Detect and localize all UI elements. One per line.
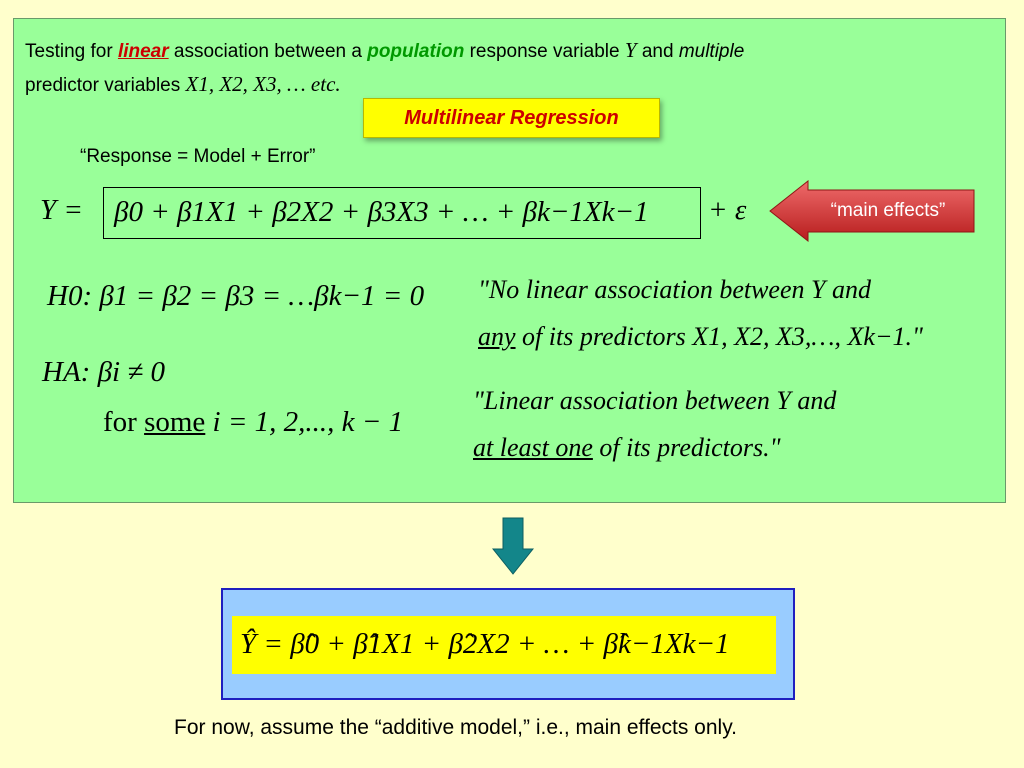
model-error-term: + ε <box>708 194 747 226</box>
intro-part5: predictor variables <box>25 75 186 96</box>
population-keyword: population <box>367 41 465 62</box>
null-hypothesis: H0: β1 = β2 = β3 = …βk−1 = 0 <box>47 280 425 312</box>
response-var: Y <box>624 38 637 62</box>
multilinear-regression-badge: Multilinear Regression <box>363 98 660 138</box>
intro-part4: and <box>636 41 679 62</box>
alt-hypothesis-quote-line1: "Linear association between Y and <box>473 386 837 415</box>
at-least-one-keyword: at least one <box>473 433 593 462</box>
model-lhs: Y = <box>40 194 83 226</box>
null-hypothesis-quote-line2 <box>478 322 923 352</box>
intro-part2: association between a <box>168 41 368 62</box>
any-keyword: any <box>478 322 516 351</box>
fitted-model-equation: Ŷ = β̂0 + β̂1X1 + β̂2X2 + … + β̂k−1Xk−1 <box>232 616 776 674</box>
alt-hypothesis-quote-line2 <box>473 433 781 463</box>
additive-model-note: For now, assume the “additive model,” i.e., main effects only. <box>174 716 737 739</box>
alternative-hypothesis: HA: βi ≠ 0 <box>42 356 165 388</box>
predictor-list: X1, X2, X3, … etc. <box>185 72 341 96</box>
main-effects-callout <box>768 180 976 242</box>
multiple-keyword: multiple <box>678 41 745 62</box>
index-range: i = 1, 2,..., k − 1 <box>212 406 404 438</box>
main-effects-label: “main effects” <box>830 200 946 221</box>
response-model-error: “Response = Model + Error” <box>80 146 316 167</box>
some-keyword: some <box>144 406 206 438</box>
alt-quote-rest: of its predictors." <box>592 433 781 462</box>
down-arrow-icon <box>492 517 534 575</box>
model-box: β0 + β1X1 + β2X2 + β3X3 + … + βk−1Xk−1 <box>103 187 701 239</box>
for-some-range <box>103 406 403 439</box>
for-word: for <box>103 406 145 438</box>
null-hypothesis-quote-line1: "No linear association between Y and <box>478 275 871 304</box>
null-quote-rest: of its predictors X1, X2, X3,…, Xk−1." <box>515 322 923 351</box>
intro-text <box>25 34 1000 102</box>
intro-part1: Testing for <box>25 41 118 62</box>
intro-part3: response variable <box>464 41 625 62</box>
linear-keyword: linear <box>117 41 169 62</box>
